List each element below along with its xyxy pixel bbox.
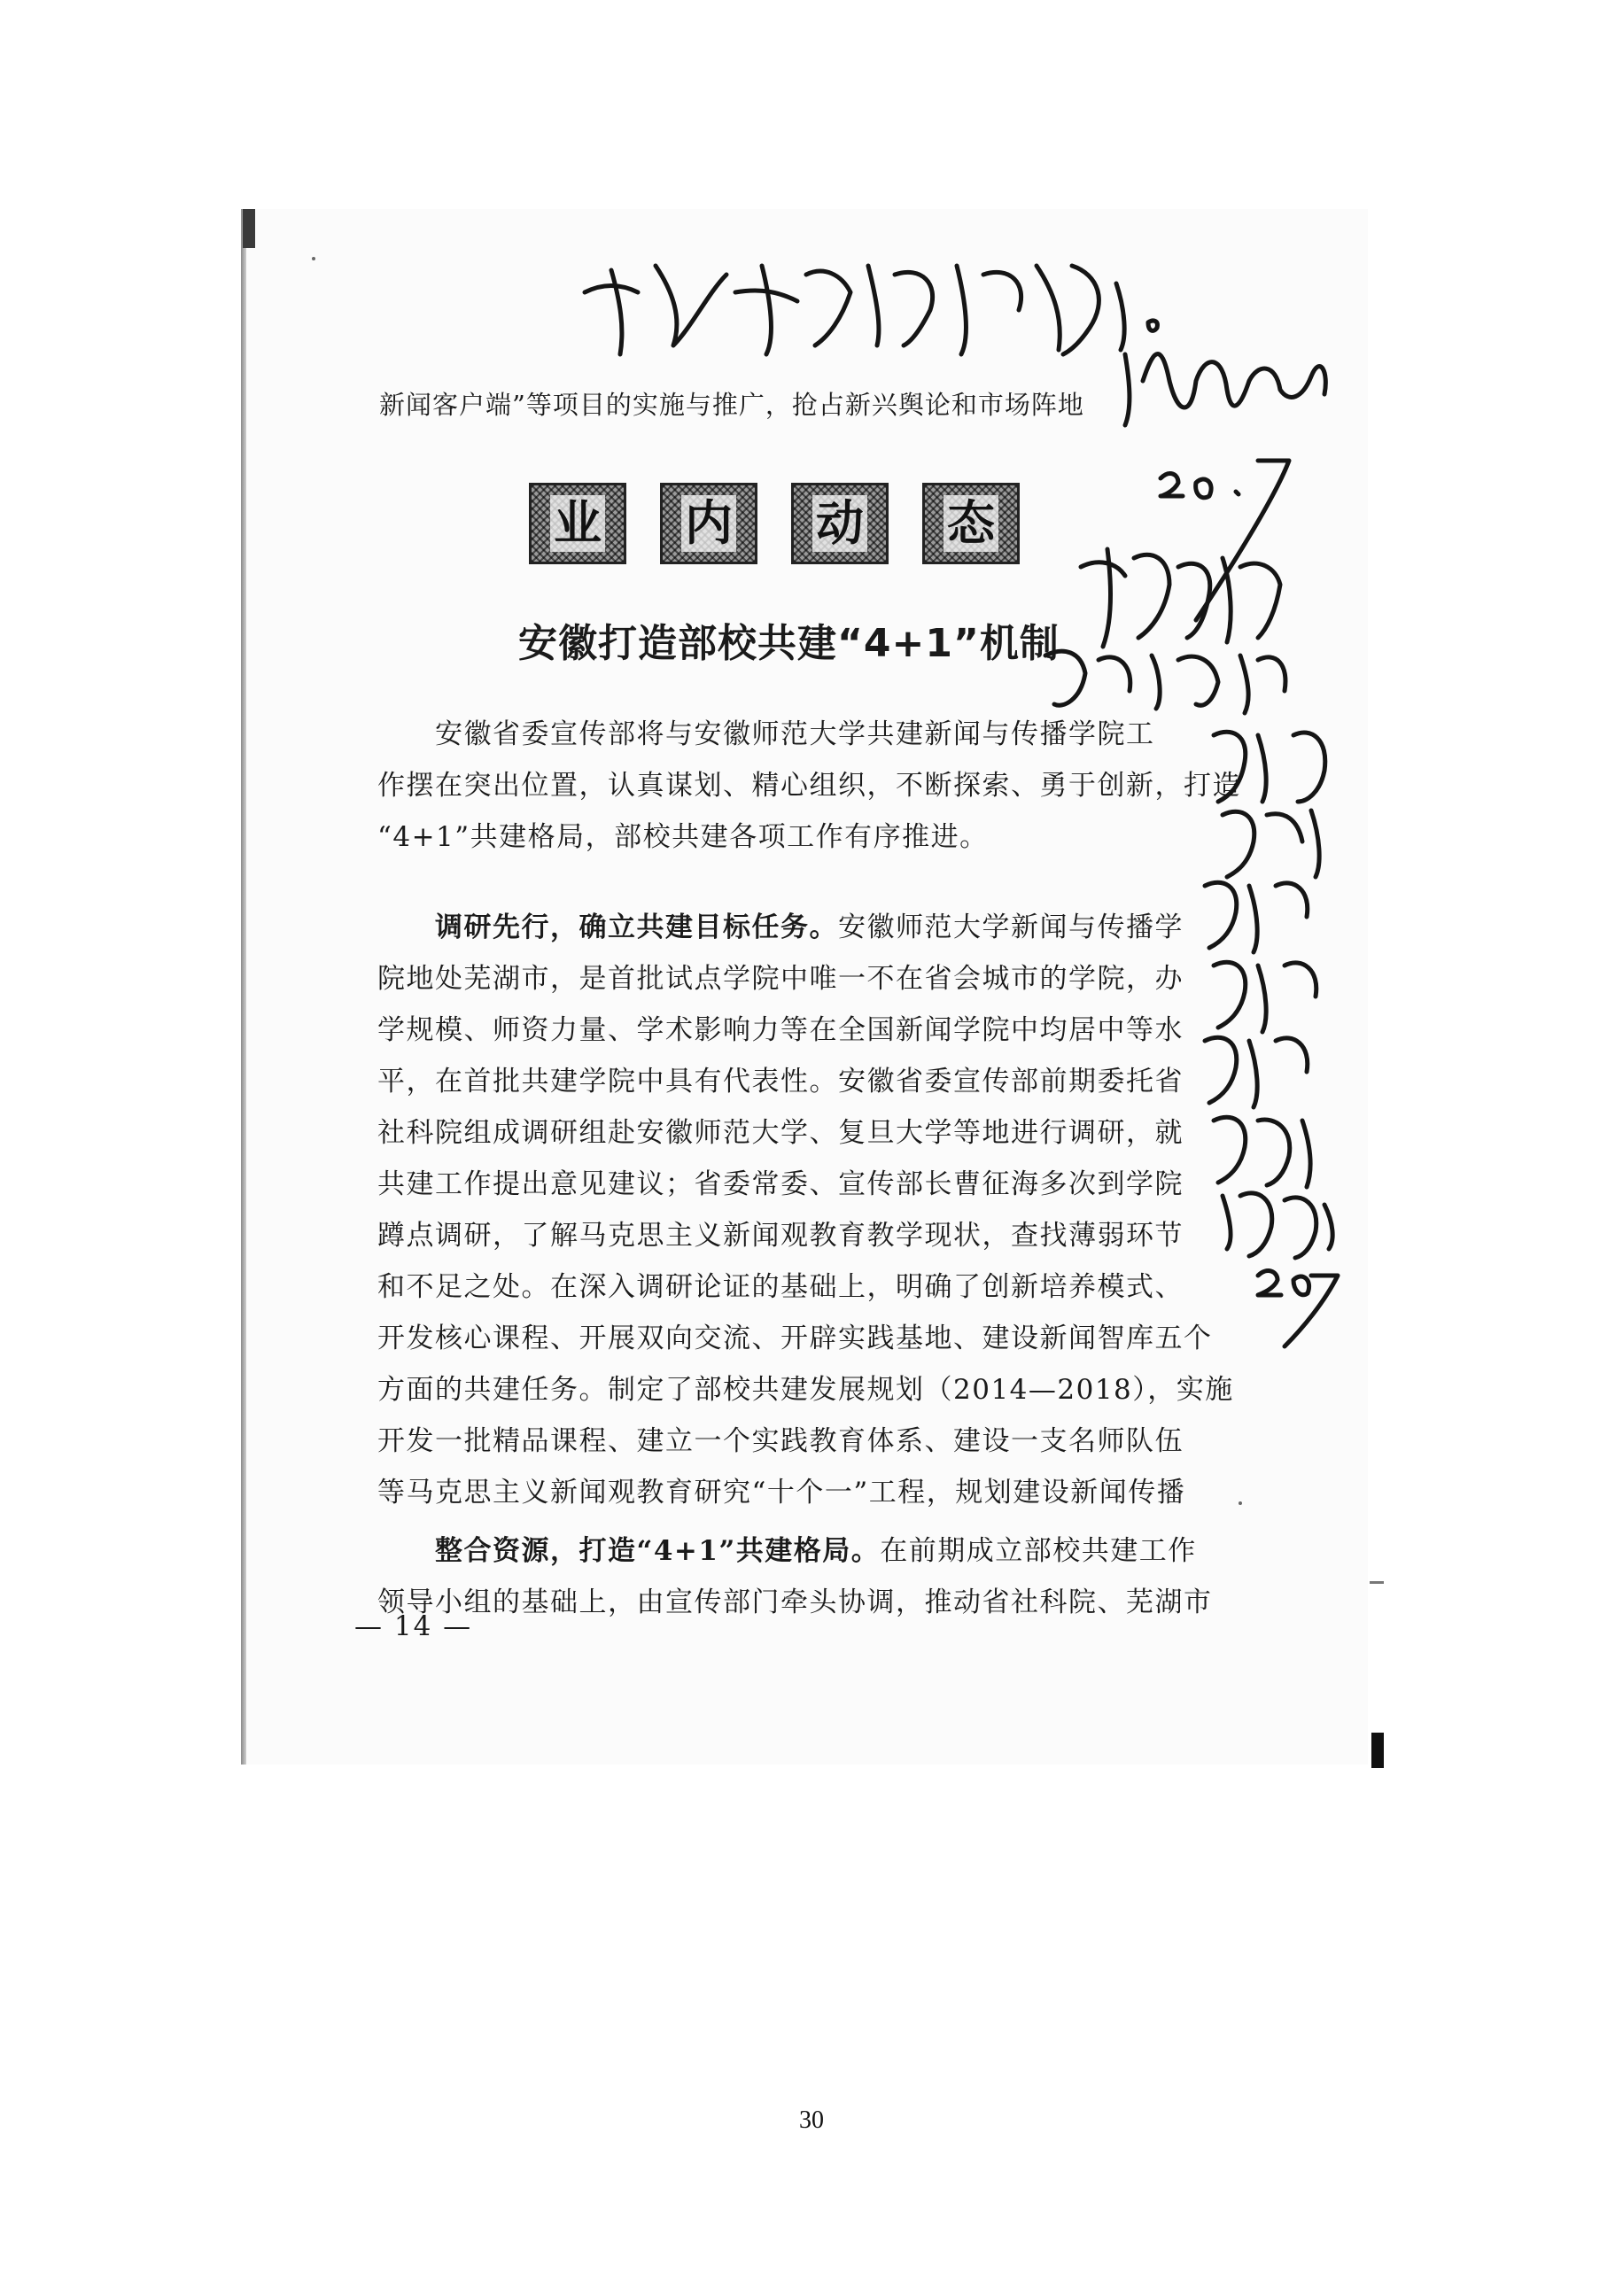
scan-speck [312,257,315,260]
banner-char: 内 [681,495,736,552]
paragraph-line: 社科院组成调研组赴安徽师范大学、复旦大学等地进行调研，就 [377,1117,1184,1149]
paragraph-lead: 整合资源，打造“4+1”共建格局。 [377,1535,881,1567]
banner-char: 态 [944,495,998,552]
scan-right-mark [1371,1733,1384,1768]
paragraph-line: 安徽省委宣传部将与安徽师范大学共建新闻与传播学院工 [377,718,1155,750]
paragraph-line: 开发核心课程、开展双向交流、开辟实践基地、建设新闻智库五个 [377,1323,1213,1354]
banner-char: 动 [812,495,867,552]
banner-box [922,483,1020,564]
paragraph-lead: 调研先行，确立共建目标任务。 [377,911,838,943]
scan-right-tick [1370,1581,1384,1584]
paragraph [377,709,1241,863]
paragraph-line: 领导小组的基础上，由宣传部门牵头协调，推动省社科院、芜湖市 [377,1586,1213,1618]
scan-corner-mark [243,209,255,248]
banner-box [660,483,757,564]
paragraph-line-text: 安徽师范大学新闻与传播学 [838,911,1184,943]
paragraph [377,902,1234,1518]
paragraph-line: 等马克思主义新闻观教育研究“十个一”工程，规划建设新闻传播 [377,1477,1186,1509]
paragraph-line: 开发一批精品课程、建立一个实践教育体系、建设一支名师队伍 [377,1425,1184,1457]
scan-left-edge [241,209,246,1765]
paragraph-line: 学规模、师资力量、学术影响力等在全国新闻学院中均居中等水 [377,1014,1184,1046]
paragraph-line: 平，在首批共建学院中具有代表性。安徽省委宣传部前期委托省 [377,1066,1184,1098]
banner-box [791,483,889,564]
paragraph-line: 和不足之处。在深入调研论证的基础上，明确了创新培养模式、 [377,1271,1184,1303]
paragraph-line: 共建工作提出意见建议；省委常委、宣传部长曹征海多次到学院 [377,1168,1184,1200]
paragraph-line: 作摆在突出位置，认真谋划、精心组织，不断探索、勇于创新，打造 [377,770,1241,802]
page-folio: — 14 — [354,1610,473,1642]
scan-speck [1239,1501,1242,1505]
paragraph-line [377,1525,1213,1577]
banner-box [529,483,626,564]
paragraph-line [377,902,1234,953]
paragraph-line-text: 在前期成立部校共建工作 [880,1535,1197,1567]
banner-char: 业 [550,495,605,552]
paragraph-line: 蹲点调研，了解马克思主义新闻观教育教学现状，查找薄弱环节 [377,1220,1184,1252]
paragraph [377,1525,1213,1628]
section-banner [529,483,1025,561]
intro-line: 新闻客户端”等项目的实施与推广，抢占新兴舆论和市场阵地 [379,390,1084,420]
page-number: 30 [799,2106,824,2134]
paragraph-line: “4+1”共建格局，部校共建各项工作有序推进。 [377,821,989,853]
paragraph-line: 院地处芜湖市，是首批试点学院中唯一不在省会城市的学院，办 [377,963,1184,995]
article-title: 安徽打造部校共建“4+1”机制 [518,621,1060,666]
paragraph-line: 方面的共建任务。制定了部校共建发展规划（2014—2018），实施 [377,1374,1234,1406]
